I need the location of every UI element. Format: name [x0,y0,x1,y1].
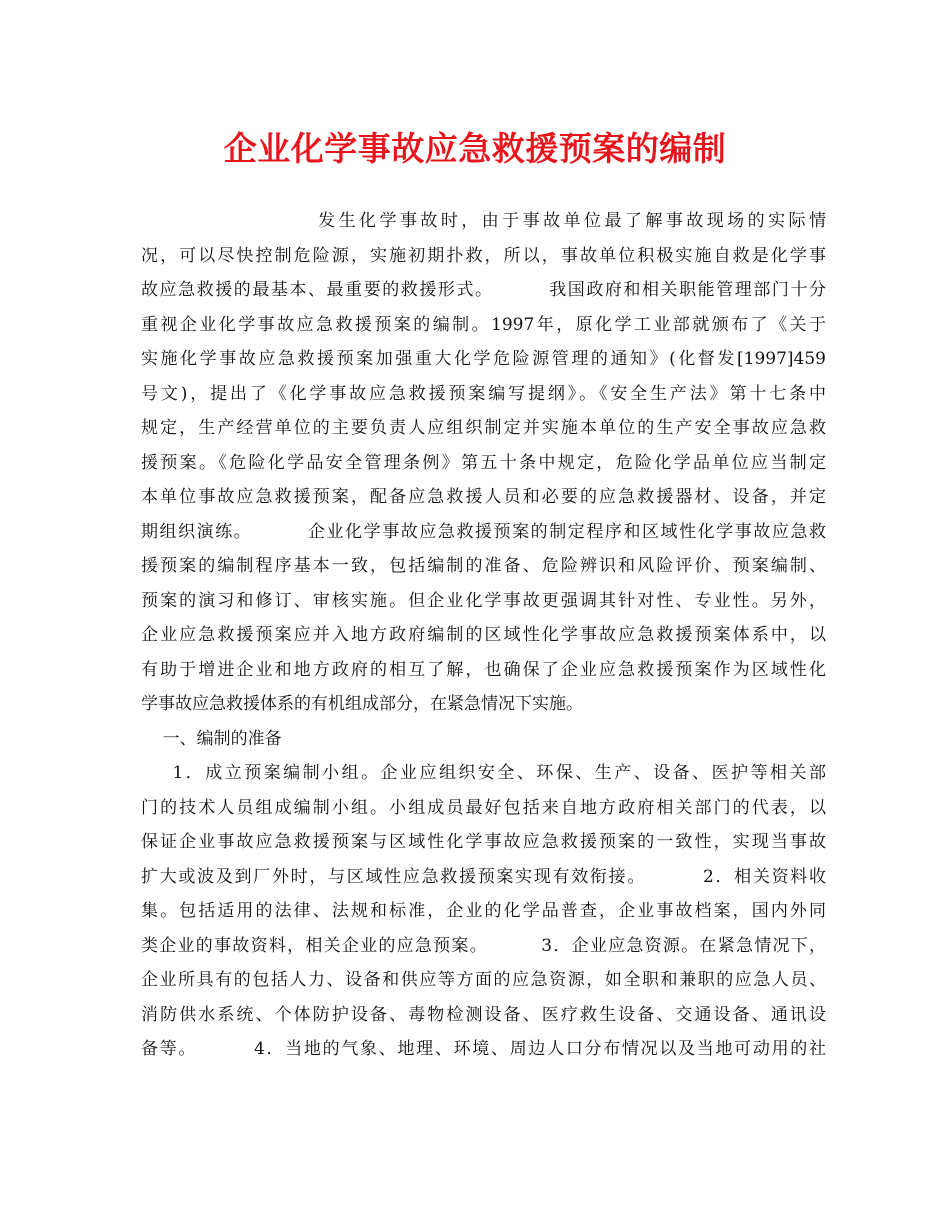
body-line: 学事故应急救援体系的有机组成部分，在紧急情况下实施。 [141,694,583,714]
body-line: 一、编制的准备 [141,728,282,749]
body-line: 扩大或波及到厂外时，与区域性应急救援预案实现有效衔接。 2．相关资料收 [141,866,826,887]
body-line: 援预案。《危险化学品安全管理条例》第五十条中规定，危险化学品单位应当制定 [141,452,826,473]
body-line: 备等。 4．当地的气象、地理、环境、周边人口分布情况以及当地可动用的社 [141,1039,826,1059]
body-line: 发生化学事故时，由于事故单位最了解事故现场的实际情 [141,211,826,231]
body-line: 期组织演练。 企业化学事故应急救援预案的制定程序和区域性化学事故应急救 [141,521,826,542]
body-line: 故应急救援的最基本、最重要的救援形式。 我国政府和相关职能管理部门十分 [141,280,826,300]
body-line: 保证企业事故应急救援预案与区域性化学事故应急救援预案的一致性，实现当事故 [141,832,826,852]
document-title: 企业化学事故应急救援预案的编制 [223,129,727,168]
body-line: 重视企业化学事故应急救援预案的编制。1997年，原化学工业部就颁布了《关于 [141,314,826,335]
body-line: 类企业的事故资料，相关企业的应急预案。 3．企业应急资源。在紧急情况下， [141,935,826,956]
body-line: 况，可以尽快控制危险源，实施初期扑救，所以，事故单位积极实施自救是化学事 [141,245,826,266]
body-line: 1．成立预案编制小组。企业应组织安全、环保、生产、设备、医护等相关部 [141,763,826,783]
body-line: 有助于增进企业和地方政府的相互了解，也确保了企业应急救援预案作为区域性化 [141,659,826,680]
body-line: 企业应急救援预案应并入地方政府编制的区域性化学事故应急救援预案体系中，以 [141,625,826,645]
body-line: 本单位事故应急救援预案，配备应急救援人员和必要的应急救援器材、设备，并定 [141,487,826,507]
body-line: 集。包括适用的法律、法规和标准，企业的化学品普查，企业事故档案，国内外同 [141,901,826,921]
body-line: 援预案的编制程序基本一致，包括编制的准备、危险辨识和风险评价、预案编制、 [141,556,826,576]
body-line: 消防供水系统、个体防护设备、毒物检测设备、医疗救生设备、交通设备、通讯设 [141,1004,826,1025]
document-body [141,204,826,1067]
body-line: 预案的演习和修订、审核实施。但企业化学事故更强调其针对性、专业性。另外， [141,590,826,611]
body-line: 号文)，提出了《化学事故应急救援预案编写提纲》。《安全生产法》第十七条中 [141,383,826,404]
body-line: 企业所具有的包括人力、设备和供应等方面的应急资源，如全职和兼职的应急人员、 [141,970,826,990]
body-line: 规定，生产经营单位的主要负责人应组织制定并实施本单位的生产安全事故应急救 [141,418,826,438]
body-line: 实施化学事故应急救援预案加强重大化学危险源管理的通知》(化督发[1997]459 [141,349,826,369]
body-line: 门的技术人员组成编制小组。小组成员最好包括来自地方政府相关部门的代表，以 [141,797,826,818]
